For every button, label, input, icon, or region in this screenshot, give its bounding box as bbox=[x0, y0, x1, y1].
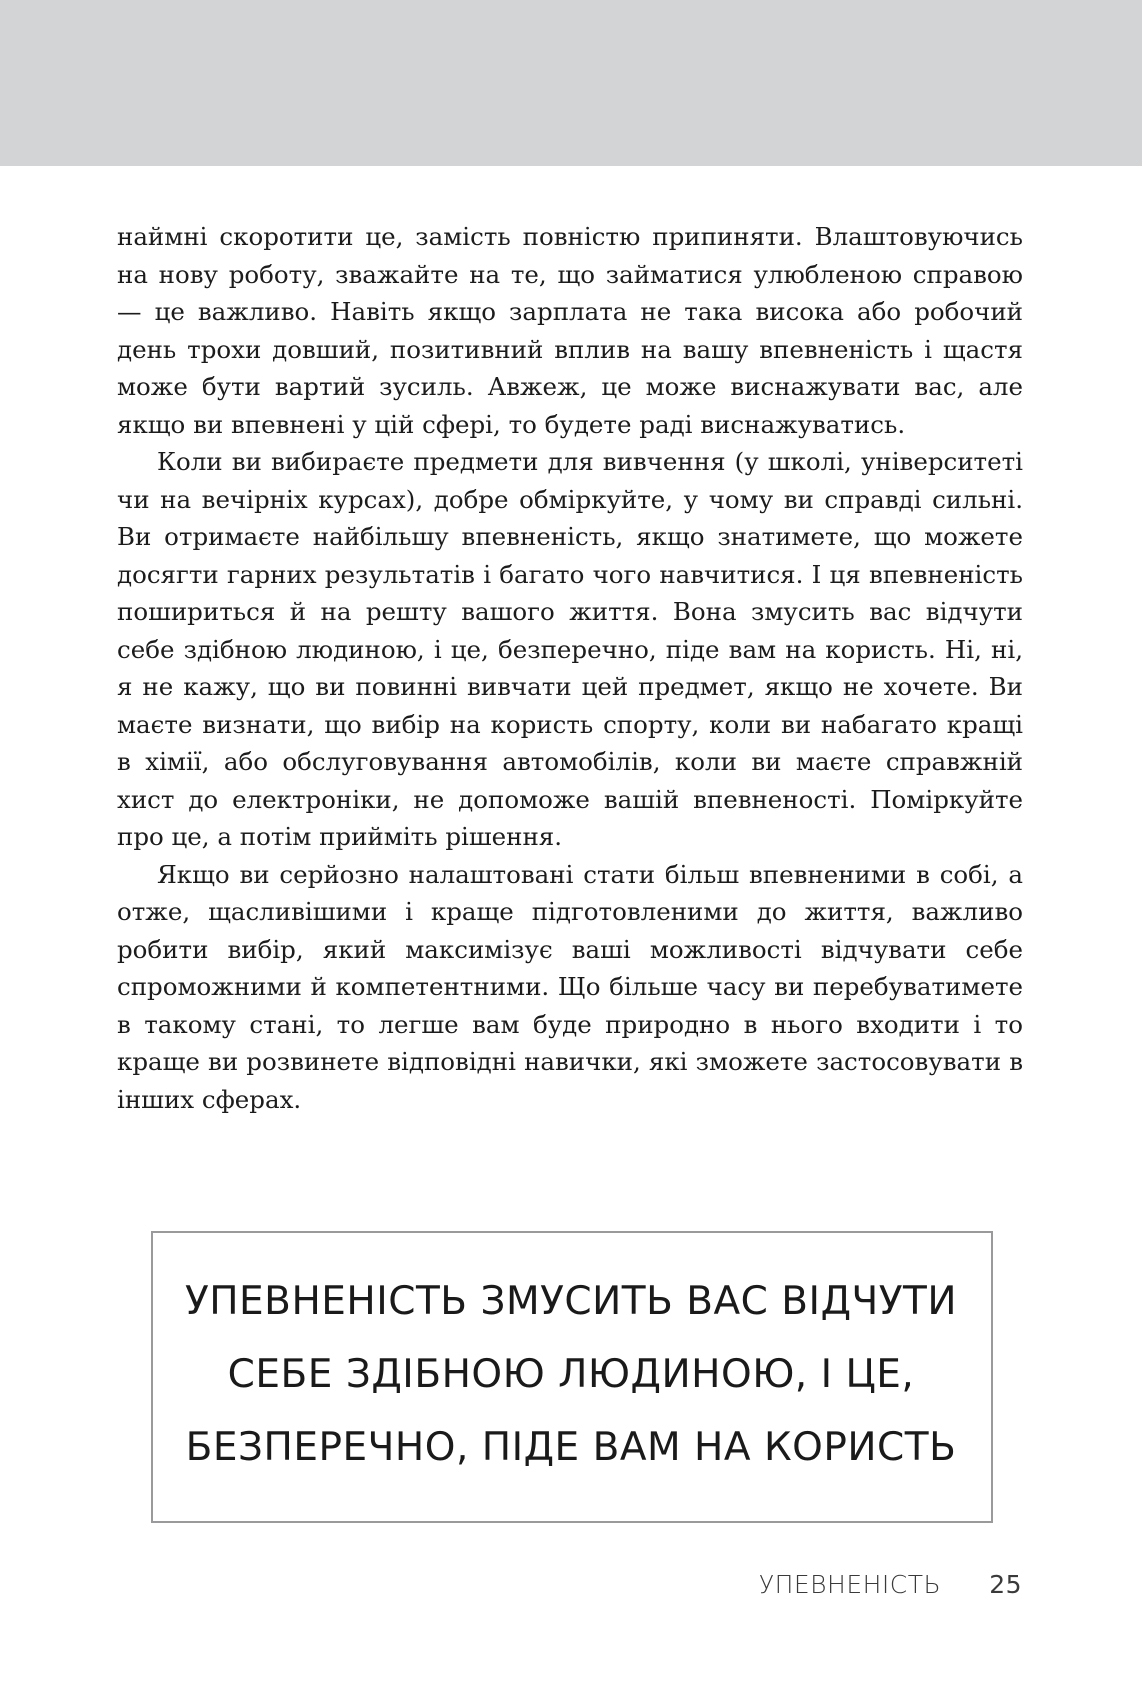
pull-quote-line-1: УПЕВНЕНІСТЬ ЗМУСИТЬ ВАС ВІДЧУТИ bbox=[184, 1279, 958, 1324]
header-band bbox=[0, 0, 1142, 166]
paragraph-3: Якщо ви серйозно налаштовані стати більш впевненими в собі, а отже, щасливішими і краще підготовленими до життя, важливо робити вибір, який максимізує ваші можливості відчувати себе спроможними й компетентними. Що більше часу ви перебуватимете в такому стані, то легше вам буде природно в нього входити і то краще ви розвинете відповідні навички, які зможете застосовувати в інших сферах. bbox=[117, 859, 1023, 1114]
paragraph-1: наймні скоротити це, замість повністю припиняти. Влаштовуючись на нову роботу, зважайте на те, що займатися улюбленою справою — це важливо. Навіть якщо зарплата не така висока або робочий день трохи довший, позитивний вплив на вашу впевненість і щастя може бути вартий зусиль. Авжеж, це може виснажувати вас, але якщо ви впевнені у цій сфері, то будете раді виснажуватись. bbox=[117, 222, 1023, 439]
body-text bbox=[117, 218, 1023, 1118]
page-number: 25 bbox=[989, 1570, 1022, 1599]
running-footer-section: УПЕВНЕНІСТЬ bbox=[758, 1570, 942, 1599]
pull-quote-line-2: СЕБЕ ЗДІБНОЮ ЛЮДИНОЮ, І ЦЕ, bbox=[227, 1352, 915, 1397]
pull-quote bbox=[0, 1265, 1142, 1484]
paragraph-2: Коли ви вибираєте предмети для вивчення (у школі, університеті чи на вечірніх курсах), добре обміркуйте, у чому ви справді сильні. Ви отримаєте найбільшу впевненість, якщо знатимете, що можете досягти гарних результатів і багато чого навчитися. І ця впевненість пошириться й на решту вашого життя. Вона змусить вас відчути себе здібною людиною, і це, безперечно, піде вам на користь. Ні, ні, я не кажу, що ви повинні вивчати цей предмет, якщо не хочете. Ви маєте визнати, що вибір на користь спорту, коли ви набагато кращі в хімії, або обслуговування автомобілів, коли ви маєте справжній хист до електроніки, не допоможе вашій впевненості. Поміркуйте про це, а потім прийміть рішення. bbox=[117, 447, 1023, 851]
pull-quote-line-3: БЕЗПЕРЕЧНО, ПІДЕ ВАМ НА КОРИСТЬ bbox=[185, 1425, 957, 1470]
page-footer bbox=[759, 1570, 1022, 1599]
